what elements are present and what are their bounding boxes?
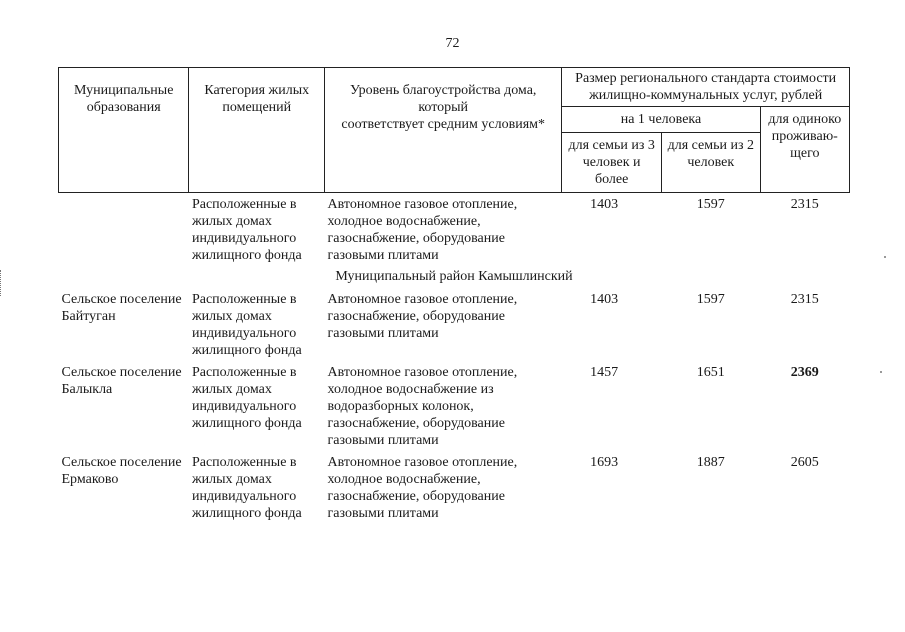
scan-speck	[884, 256, 886, 258]
standards-table	[58, 67, 850, 524]
municipality-cell	[59, 193, 189, 267]
category-cell: Расположенные в жилых домах индивидуального жилищного фонда	[191, 365, 302, 431]
family3-value: 1693	[590, 455, 619, 470]
category-cell: Расположенные в жилых домах индивидуального жилищного фонда	[191, 197, 302, 263]
header-standard: Размер регионального стандарта стоимости жилищно-коммунальных услуг, рублей	[562, 68, 850, 107]
category-cell: Расположенные в жилых домах индивидуального жилищного фонда	[191, 455, 302, 521]
table-row	[59, 361, 850, 451]
category-cell: Расположенные в жилых домах индивидуального жилищного фонда	[191, 292, 302, 358]
scan-speck	[880, 371, 882, 373]
header-level-line1: Уровень благоустройства дома, который	[349, 83, 537, 115]
level-cell: Автономное газовое отопление, холодное водоснабжение, газоснабжение, оборудование газовыми плитами	[327, 455, 518, 521]
district-title: Муниципальный район Камышлинский	[335, 269, 573, 284]
municipality-cell: Сельское поселение Байтуган	[61, 292, 182, 324]
header-level-line2: соответствует средним условиям*	[341, 117, 545, 132]
district-row	[59, 266, 850, 288]
single-value: 2315	[790, 197, 819, 212]
level-cell: Автономное газовое отопление, холодное водоснабжение из водоразборных колонок, газоснабжение, оборудование газовыми плитами	[327, 365, 518, 448]
header-family2: для семьи из 2 человек	[661, 133, 760, 193]
header-category: Категория жилых помещений	[189, 68, 325, 193]
scan-margin-mark	[0, 270, 3, 296]
page-number: 72	[445, 36, 460, 51]
family3-value: 1457	[590, 365, 619, 380]
header-per-person: на 1 человека	[562, 107, 760, 133]
family2-value: 1651	[696, 365, 725, 380]
header-single: для одиноко проживаю-щего	[760, 107, 849, 193]
table-row	[59, 451, 850, 524]
family2-value: 1597	[696, 197, 725, 212]
header-level	[325, 68, 562, 193]
municipality-cell: Сельское поселение Ермаково	[61, 455, 182, 487]
family3-value: 1403	[590, 197, 619, 212]
municipality-cell: Сельское поселение Балыкла	[61, 365, 182, 397]
table-row	[59, 193, 850, 267]
table-body	[59, 193, 850, 525]
table-header	[59, 68, 850, 193]
level-cell: Автономное газовое отопление, газоснабжение, оборудование газовыми плитами	[327, 292, 518, 341]
header-municipality: Муниципальные образования	[59, 68, 189, 193]
family2-value: 1597	[696, 292, 725, 307]
level-cell: Автономное газовое отопление, холодное водоснабжение, газоснабжение, оборудование газовыми плитами	[327, 197, 518, 263]
single-value: 2315	[790, 292, 819, 307]
family2-value: 1887	[696, 455, 725, 470]
family3-value: 1403	[590, 292, 619, 307]
table-row	[59, 288, 850, 361]
single-value: 2369	[790, 365, 819, 380]
header-family3: для семьи из 3 человек и более	[562, 133, 662, 193]
single-value: 2605	[790, 455, 819, 470]
